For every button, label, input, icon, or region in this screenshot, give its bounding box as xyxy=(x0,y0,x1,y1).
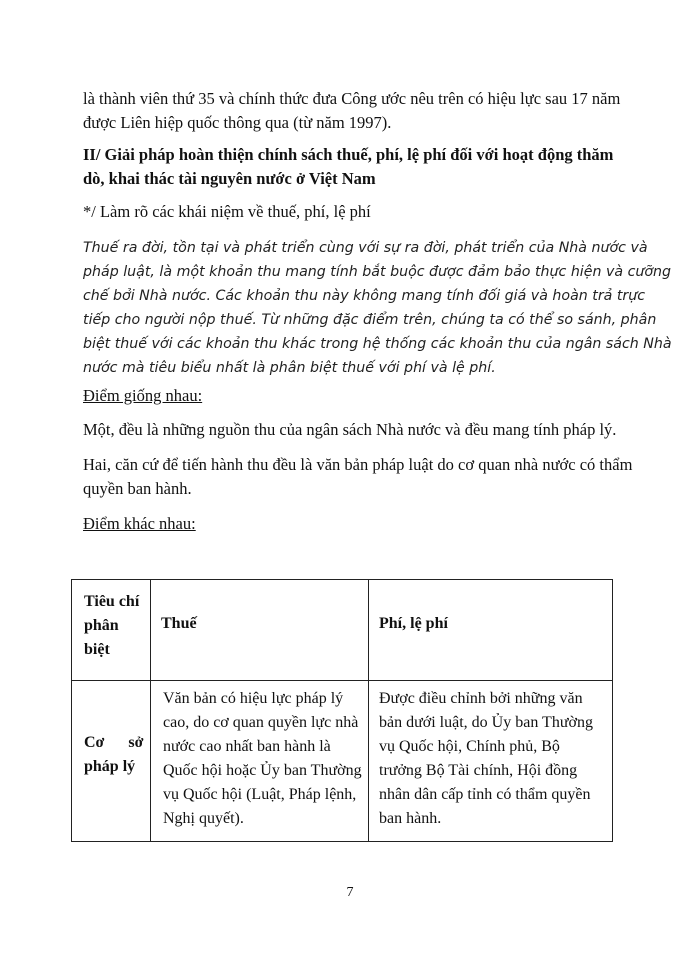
row-tax-line: cao, do cơ quan quyền lực nhà xyxy=(163,714,359,731)
row-tax-line: Quốc hội hoặc Ủy ban Thường xyxy=(163,762,362,779)
row-criteria-line: pháp lý xyxy=(84,758,136,775)
row-fee-line: trưởng Bộ Tài chính, Hội đồng xyxy=(379,762,578,779)
header-tax-label: Thuế xyxy=(161,615,197,632)
row-tax-line: Văn bản có hiệu lực pháp lý xyxy=(163,690,344,707)
similarities-heading xyxy=(83,384,623,408)
row-fee-line: nhân dân cấp tỉnh có thẩm quyền xyxy=(379,786,591,803)
similarity-two xyxy=(83,453,633,501)
header-criteria-line: Tiêu chí xyxy=(84,593,140,610)
section-heading xyxy=(83,143,623,191)
similarity-one: Một, đều là những nguồn thu của ngân sách Nhà nước và đều mang tính pháp lý. xyxy=(83,420,617,439)
header-criteria-line: biệt xyxy=(84,641,110,658)
differences-heading xyxy=(83,512,623,536)
section-heading-line: dò, khai thác tài nguyên nước ở Việt Nam xyxy=(83,169,376,188)
differences-heading-text: Điểm khác nhau: xyxy=(83,514,196,533)
intro-paragraph xyxy=(83,87,623,135)
row-fee-line: Được điều chỉnh bởi những văn xyxy=(379,690,583,707)
header-criteria-line: phân xyxy=(84,617,119,634)
italic-line: pháp luật, là một khoản thu mang tính bắt buộc được đảm bảo thực hiện và cưỡng xyxy=(83,264,672,280)
row-criteria-cell xyxy=(72,681,151,842)
row-criteria-line: Cơ sở xyxy=(84,734,144,751)
header-fee-label: Phí, lệ phí xyxy=(379,615,448,632)
italic-line: nước mà tiêu biểu nhất là phân biệt thuế với phí và lệ phí. xyxy=(83,360,496,376)
header-tax-cell xyxy=(151,580,369,681)
table-row xyxy=(72,681,613,842)
row-fee-line: bản dưới luật, do Ủy ban Thường xyxy=(379,714,593,731)
subheading: */ Làm rõ các khái niệm về thuế, phí, lệ phí xyxy=(83,202,371,221)
row-tax-cell xyxy=(151,681,369,842)
row-tax-line: vụ Quốc hội (Luật, Pháp lệnh, xyxy=(163,786,357,803)
row-fee-line: ban hành. xyxy=(379,810,442,827)
row-tax-line: Nghị quyết). xyxy=(163,810,244,827)
italic-line: chế bởi Nhà nước. Các khoản thu này không mang tính đối giá và hoàn trả trực xyxy=(83,288,646,304)
similarity-two-line: Hai, căn cứ để tiến hành thu đều là văn bản pháp luật do cơ quan nhà nước có thẩm xyxy=(83,455,633,474)
header-criteria-cell xyxy=(72,580,151,681)
italic-line: Thuế ra đời, tồn tại và phát triển cùng với sự ra đời, phát triển của Nhà nước và xyxy=(83,240,648,256)
page-number: 7 xyxy=(346,885,354,900)
italic-line: tiếp cho người nộp thuế. Từ những đặc điểm trên, chúng ta có thể so sánh, phân xyxy=(83,312,657,328)
similarity-two-line: quyền ban hành. xyxy=(83,479,192,498)
intro-line: là thành viên thứ 35 và chính thức đưa Công ước nêu trên có hiệu lực sau 17 năm xyxy=(83,89,621,108)
row-tax-line: nước cao nhất ban hành là xyxy=(163,738,331,755)
row-fee-line: vụ Quốc hội, Chính phủ, Bộ xyxy=(379,738,560,755)
row-fee-cell xyxy=(369,681,613,842)
section-heading-line: II/ Giải pháp hoàn thiện chính sách thuế, phí, lệ phí đối với hoạt động thăm xyxy=(83,145,614,164)
table-header-row xyxy=(72,580,613,681)
italic-line: biệt thuế với các khoản thu khác trong hệ thống các khoản thu của ngân sách Nhà xyxy=(83,336,672,352)
comparison-table xyxy=(71,579,613,842)
similarities-heading-text: Điểm giống nhau: xyxy=(83,386,203,405)
header-fee-cell xyxy=(369,580,613,681)
intro-line: được Liên hiệp quốc thông qua (từ năm 1997). xyxy=(83,113,392,132)
italic-paragraph xyxy=(83,236,672,380)
